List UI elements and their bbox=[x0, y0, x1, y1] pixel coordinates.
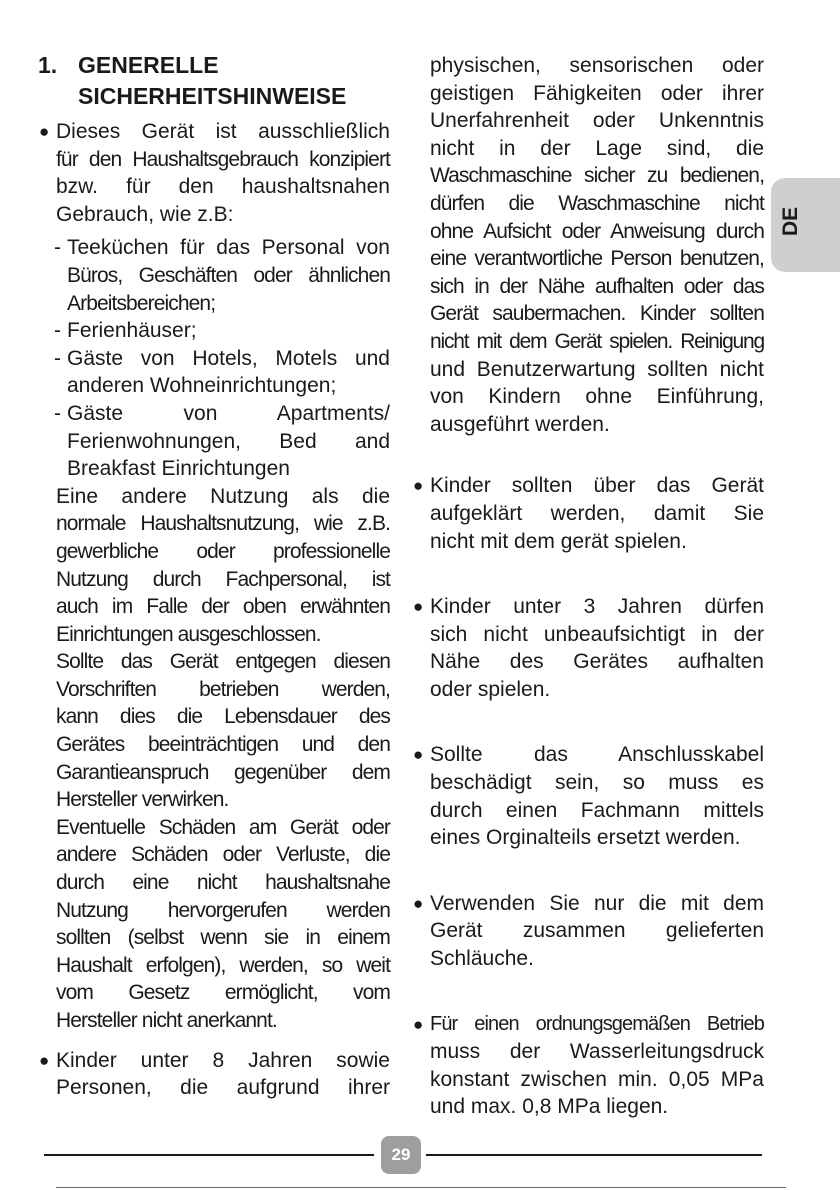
text-line: andere Schäden oder Verluste, die bbox=[56, 843, 390, 867]
text-line: muss der Wasserleitungsdruck bbox=[430, 1040, 764, 1064]
text-line: anderen Wohneinrichtungen; bbox=[67, 374, 337, 398]
footer-rule-left bbox=[44, 1154, 374, 1156]
text-line: für den Haushaltsgebrauch konzipiert bbox=[56, 147, 390, 171]
heading-number: 1. bbox=[38, 52, 58, 78]
text-line: Einrichtungen ausgeschlossen. bbox=[56, 622, 321, 646]
text-line: Hersteller verwirken. bbox=[56, 788, 229, 812]
bullet-hoses bbox=[412, 890, 764, 973]
text-line: normale Haushaltsnutzung, wie z.B. bbox=[56, 512, 390, 536]
list-item bbox=[38, 400, 390, 483]
list-item bbox=[38, 345, 390, 400]
text-line: Schläuche. bbox=[430, 947, 534, 971]
text-line: Ferienhäuser; bbox=[67, 319, 197, 343]
text-line: auch im Falle der oben erwähnten bbox=[56, 595, 390, 619]
heading-line-2: SICHERHEITSHINWEISE bbox=[78, 83, 347, 109]
text-line: Eine andere Nutzung als die bbox=[56, 484, 390, 508]
dash-icon: - bbox=[54, 236, 61, 260]
language-tab bbox=[771, 178, 840, 272]
text-line: Ferienwohnungen, Bed and bbox=[67, 429, 390, 453]
bullet-water-pressure bbox=[412, 1011, 764, 1121]
usage-list bbox=[38, 234, 390, 482]
text-line: Kinder sollten über das Gerät bbox=[430, 474, 764, 498]
text-line: durch eine nicht haushaltsnahe bbox=[56, 871, 390, 895]
text-line: Teeküchen für das Personal von bbox=[67, 236, 390, 260]
paragraph-other-use bbox=[38, 483, 390, 649]
bullet-icon: ● bbox=[413, 1014, 424, 1034]
text-line: Nähe des Gerätes aufhalten bbox=[430, 650, 764, 674]
text-line: Arbeitsbereichen; bbox=[67, 291, 216, 315]
text-line: sollten (selbst wenn sie in einem bbox=[56, 926, 390, 950]
bullet-icon: ● bbox=[413, 893, 424, 913]
section-heading bbox=[38, 50, 390, 112]
bullet-power-cable bbox=[412, 741, 764, 851]
text-line: sich in der Nähe aufhalten oder das bbox=[430, 274, 764, 298]
text-line: Verwenden Sie nur die mit dem bbox=[430, 891, 764, 915]
text-line: konstant zwischen min. 0,05 MPa bbox=[430, 1067, 764, 1091]
bullet-children-3 bbox=[412, 593, 764, 703]
text-line: Nutzung durch Fachpersonal, ist bbox=[56, 567, 390, 591]
text-line: Hersteller nicht anerkannt. bbox=[56, 1009, 277, 1032]
text-line: Dieses Gerät ist ausschließlich bbox=[56, 120, 390, 143]
text-line: Personen, die aufgrund ihrer bbox=[56, 1076, 390, 1100]
paragraph-damages bbox=[38, 814, 390, 1035]
right-column bbox=[412, 52, 764, 1121]
text-line: Gäste von Apartments/ bbox=[67, 401, 390, 425]
bullet-children-8 bbox=[38, 1047, 390, 1102]
bullet-icon: ● bbox=[413, 476, 424, 496]
paragraph-lifetime bbox=[38, 648, 390, 814]
text-line: Kinder unter 3 Jahren dürfen bbox=[430, 595, 764, 619]
text-line: Haushalt erfolgen), werden, so weit bbox=[56, 953, 390, 977]
text-line: geistigen Fähigkeiten oder ihrer bbox=[430, 81, 764, 105]
bullet-icon: ● bbox=[39, 122, 50, 141]
text-line: Vorschriften betrieben werden, bbox=[56, 677, 390, 701]
text-line: nicht mit dem Gerät spielen. Reinigung bbox=[430, 329, 764, 353]
text-line: Gerät saubermachen. Kinder sollten bbox=[430, 302, 764, 326]
text-line: Für einen ordnungsgemäßen Betrieb bbox=[430, 1012, 764, 1035]
text-line: nicht in der Lage sind, die bbox=[430, 136, 764, 160]
text-line: kann dies die Lebensdauer des bbox=[56, 705, 390, 729]
text-line: und max. 0,8 MPa liegen. bbox=[430, 1095, 669, 1119]
text-line: eines Orginalteils ersetzt werden. bbox=[430, 826, 741, 850]
text-line: gewerbliche oder professionelle bbox=[56, 539, 390, 563]
text-line: Nutzung hervorgerufen werden bbox=[56, 898, 390, 922]
text-line: Gebrauch, wie z.B: bbox=[56, 202, 234, 226]
text-line: sich nicht unbeaufsichtigt in der bbox=[430, 622, 764, 646]
page-number-badge: 29 bbox=[381, 1136, 421, 1174]
dash-icon: - bbox=[54, 401, 61, 425]
bullet-icon: ● bbox=[413, 597, 424, 617]
text-line: ausgeführt werden. bbox=[430, 412, 610, 436]
text-line: ohne Aufsicht oder Anweisung durch bbox=[430, 219, 764, 243]
text-line: Büros, Geschäften oder ähnlichen bbox=[67, 263, 390, 287]
bullet-icon: ● bbox=[39, 1050, 50, 1070]
list-item bbox=[38, 317, 390, 345]
text-line: beschädigt sein, so muss es bbox=[430, 771, 764, 795]
footer-rule-right bbox=[426, 1154, 762, 1156]
text-line: Eventuelle Schäden am Gerät oder bbox=[56, 815, 390, 839]
bullet-intro bbox=[38, 118, 390, 228]
list-item bbox=[38, 234, 390, 317]
text-line: durch einen Fachmann mittels bbox=[430, 798, 764, 822]
text-line: Sollte das Gerät entgegen diesen bbox=[56, 650, 390, 674]
text-line: physischen, sensorischen oder bbox=[430, 54, 764, 77]
text-line: aufgeklärt werden, damit Sie bbox=[430, 501, 764, 525]
text-line: eine verantwortliche Person benutzen, bbox=[430, 247, 764, 271]
language-tab-label: DE bbox=[779, 206, 802, 236]
page-bottom-rule bbox=[56, 1187, 786, 1188]
text-line: Unerfahrenheit oder Unkenntnis bbox=[430, 109, 764, 133]
left-column bbox=[38, 50, 390, 1102]
text-line: oder spielen. bbox=[430, 677, 551, 701]
dash-icon: - bbox=[54, 346, 61, 370]
text-line: nicht mit dem gerät spielen. bbox=[430, 529, 687, 553]
text-line: Breakfast Einrichtungen bbox=[67, 457, 290, 481]
text-line: Gerät zusammen gelieferten bbox=[430, 919, 764, 943]
text-line: Sollte das Anschlusskabel bbox=[430, 743, 764, 767]
paragraph-continuation bbox=[412, 52, 764, 438]
text-line: dürfen die Waschmaschine nicht bbox=[430, 191, 764, 215]
text-line: Garantieanspruch gegenüber dem bbox=[56, 760, 390, 784]
bullet-icon: ● bbox=[413, 745, 424, 765]
heading-line-1: GENERELLE bbox=[78, 52, 219, 78]
dash-icon: - bbox=[54, 319, 61, 343]
bullet-children-informed bbox=[412, 472, 764, 555]
text-line: von Kindern ohne Einführung, bbox=[430, 385, 764, 409]
text-line: und Benutzerwartung sollten nicht bbox=[430, 357, 764, 381]
text-line: Gerätes beeinträchtigen und den bbox=[56, 733, 390, 757]
text-line: vom Gesetz ermöglicht, vom bbox=[56, 981, 390, 1005]
text-line: Waschmaschine sicher zu bedienen, bbox=[430, 164, 764, 188]
text-line: Kinder unter 8 Jahren sowie bbox=[56, 1048, 390, 1072]
text-line: bzw. für den haushaltsnahen bbox=[56, 175, 390, 199]
text-line: Gäste von Hotels, Motels und bbox=[67, 346, 390, 370]
